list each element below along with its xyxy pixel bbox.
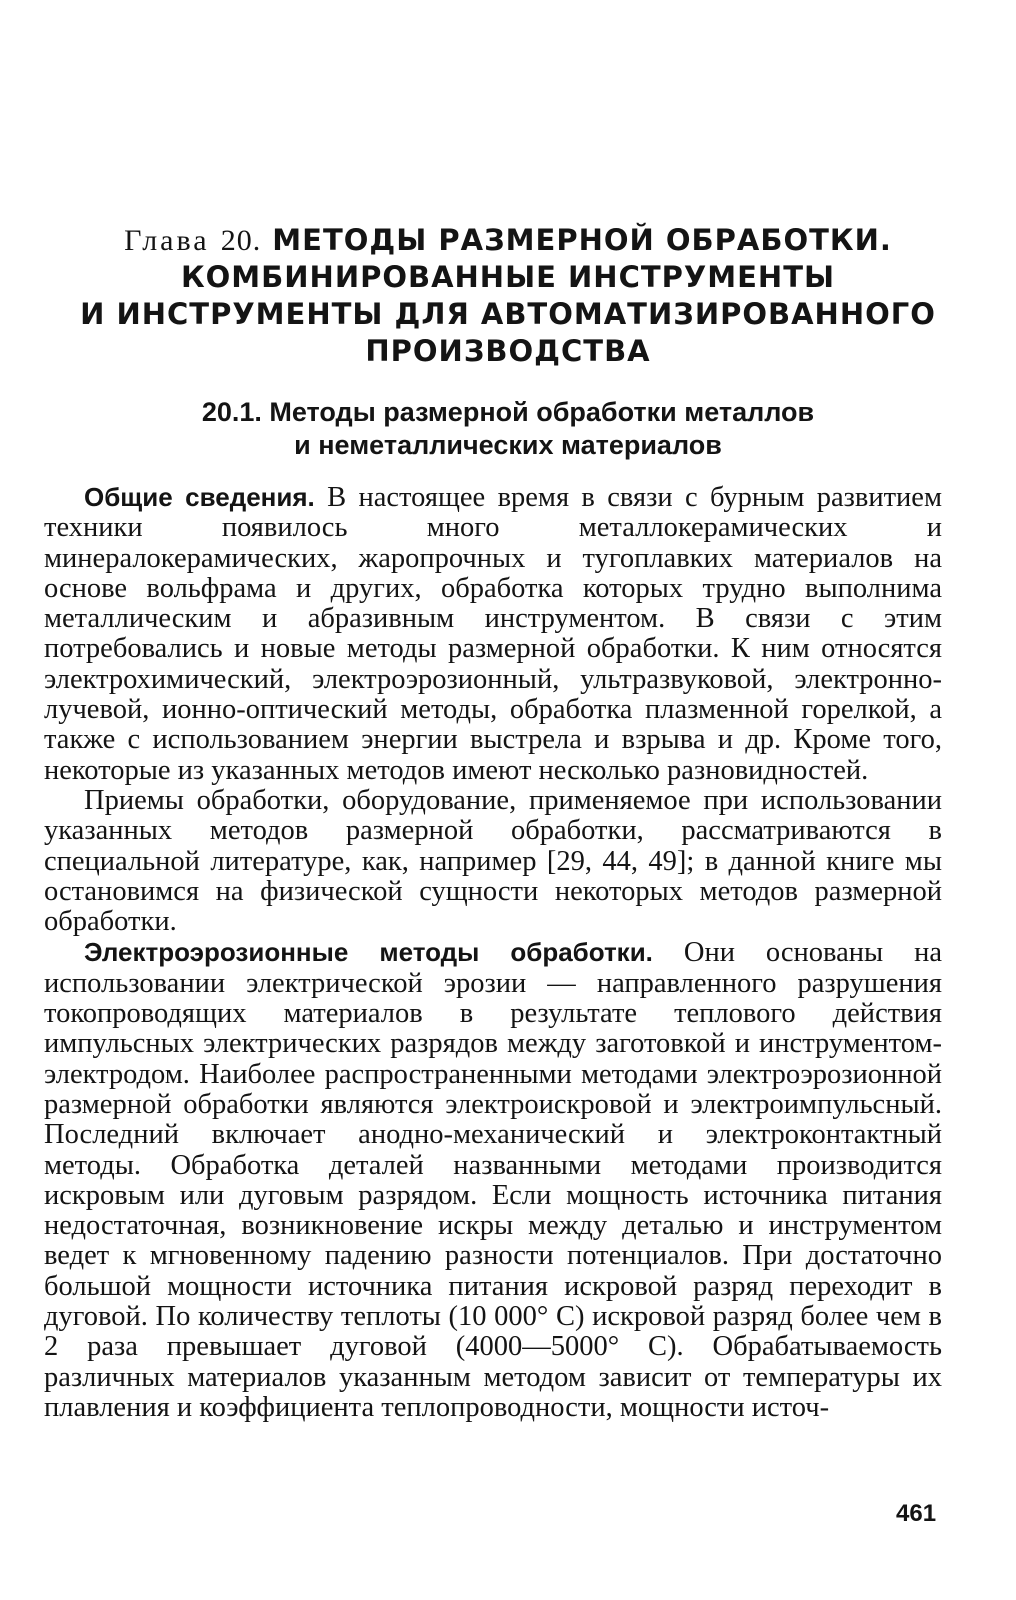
runin-heading-general: Общие сведения. xyxy=(84,482,315,512)
chapter-heading xyxy=(60,222,956,370)
chapter-heading-line-1 xyxy=(60,222,956,259)
chapter-title-part-1: МЕТОДЫ РАЗМЕРНОЙ ОБРАБОТКИ. xyxy=(272,223,892,257)
paragraph-text: Приемы обработки, оборудование, применяемое при использовании указанных методов размерной обработки, рассматриваются в специальной литературе, как, например [29, 44, 49]; в данной книге мы остановимся на физической сущности некоторых методов размерной обработки. xyxy=(44,784,942,938)
page-number: 461 xyxy=(896,1500,937,1527)
chapter-title-part-4: ПРОИЗВОДСТВА xyxy=(365,334,651,368)
chapter-title-part-3: И ИНСТРУМЕНТЫ ДЛЯ АВТОМАТИЗИРОВАННОГО xyxy=(80,297,936,331)
chapter-number: 20. xyxy=(220,224,262,257)
paragraph-text: В настоящее время в связи с бурным развитием техники появилось много металлокерамических и минералокерамических, жаропрочных и тугоплавких материалов на основе вольфрама и других, обработка которых трудно выполнима металлическим и абразивным инструментом. В связи с этим потребовались и новые методы размерной обработки. К ним относятся электрохимический, электроэрозионный, ультразвуковой, электронно-лучевой, ионно-оптический методы, обработка плазменной горелкой, а также с использованием энергии выстрела и взрыва и др. Кроме того, некоторые из указанных методов имеют несколько разновидностей. xyxy=(44,482,942,786)
chapter-title-part-2: КОМБИНИРОВАННЫЕ ИНСТРУМЕНТЫ xyxy=(180,260,836,294)
paragraph-methods-literature xyxy=(44,786,942,937)
section-title-line-2: и неметаллических материалов xyxy=(294,430,722,460)
runin-heading-electroerosion: Электроэрозионные методы обработки. xyxy=(84,937,653,968)
section-heading xyxy=(60,396,956,462)
body-text xyxy=(44,482,942,1423)
paragraph-text: Они основаны на использовании электрической эрозии — направленного разрушения токопроводящих материалов в результате теплового действия импульсных электрических разрядов между заготовкой и инструментом-электродом. Наиболее распространенными методами электроэрозионной размерной обработки являются электроискровой и электроимпульсный. Последний включает анодно-механический и электроконтактный методы. Обработка деталей названными методами производится искровым или дуговым разрядом. Если мощность источника питания недостаточная, возникновение искры между деталью и инструментом ведет к мгновенному падению разности потенциалов. При достаточно большой мощности источника питания искровой разряд переходит в дуговой. По количеству теплоты (10 000° С) искровой разряд более чем в 2 раза превышает дуговой (4000—5000° С). Обрабатываемость различных материалов указанным методом зависит от температуры их плавления и коэффициента теплопроводности, мощности источ- xyxy=(44,937,943,1423)
paragraph-electroerosion xyxy=(44,937,942,1423)
section-title-line-1: 20.1. Методы размерной обработки металлов xyxy=(201,397,815,427)
paragraph-general-info xyxy=(44,482,942,786)
chapter-label: Глава xyxy=(124,224,210,257)
